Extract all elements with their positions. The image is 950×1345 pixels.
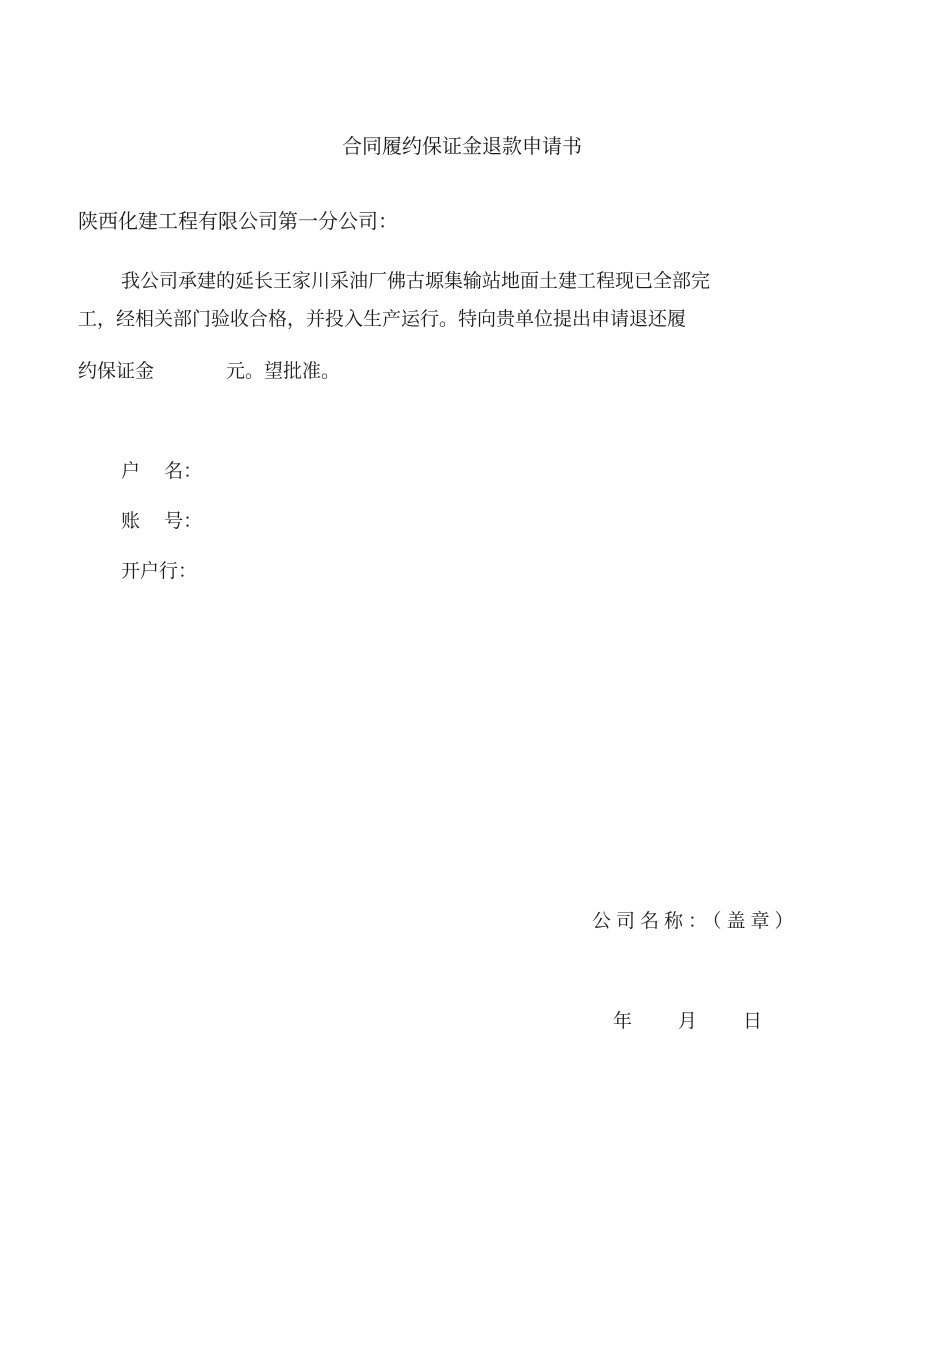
bank-label: 开户行： bbox=[121, 560, 198, 582]
day-label: 日 bbox=[743, 1010, 763, 1032]
account-number-label: 账 号： bbox=[121, 510, 203, 532]
year-label: 年 bbox=[613, 1010, 633, 1032]
month-label: 月 bbox=[678, 1010, 698, 1032]
bank-field bbox=[121, 556, 197, 583]
document-title: 合同履约保证金退款申请书 bbox=[342, 134, 582, 158]
account-number-field bbox=[121, 506, 202, 533]
approval-request: 元。望批准。 bbox=[226, 360, 341, 382]
account-name-label: 户 名： bbox=[121, 460, 203, 482]
account-name-field bbox=[121, 456, 202, 483]
body-line-1: 我公司承建的延长王家川采油厂佛古塬集输站地面土建工程现已全部完 bbox=[121, 270, 711, 292]
addressee: 陕西化建工程有限公司第一分公司： bbox=[78, 209, 398, 233]
deposit-label: 约保证金 bbox=[78, 360, 155, 382]
date-line bbox=[613, 1006, 762, 1033]
body-line-2: 工，经相关部门验收合格，并投入生产运行。特向贵单位提出申请退还履 bbox=[78, 308, 687, 330]
company-name-seal: 公司名称：（盖章） bbox=[592, 910, 799, 932]
body-line-3 bbox=[78, 356, 340, 383]
